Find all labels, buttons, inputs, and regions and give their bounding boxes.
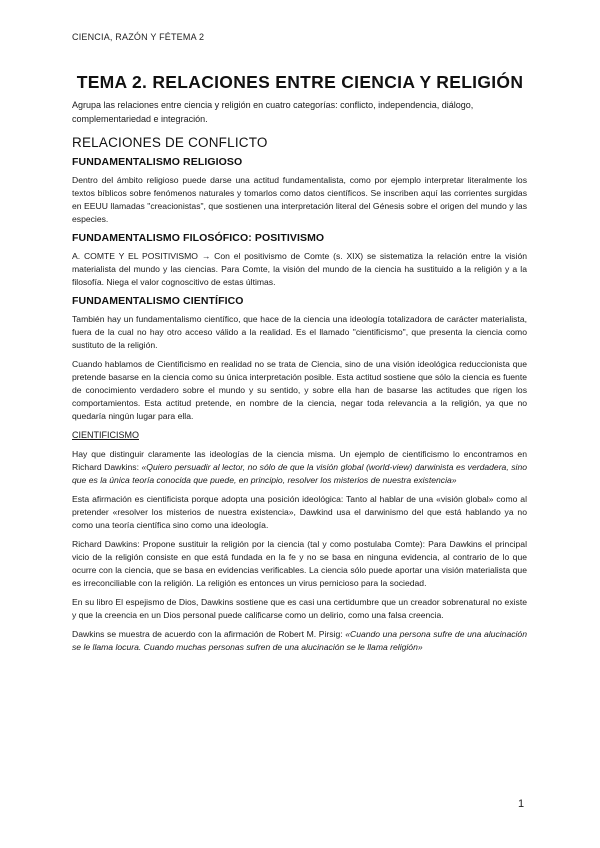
paragraph-dawkins-5 bbox=[72, 628, 527, 654]
paragraph-religious: Dentro del ámbito religioso puede darse una actitud fundamentalista, como por ejemplo interpretar literalmente los textos bíblicos sobre fenómenos naturales y tomarlos como datos científicos. Se inscriben aquí las corrientes surgidas en EEUU llamadas "creacionistas", que sostienen una interpretación literal del Génesis sobre el origen del mundo y las especies. bbox=[72, 175, 527, 224]
paragraph-dawkins-4: En su libro El espejismo de Dios, Dawkins sostiene que es casi una certidumbre que un creador sobrenatural no existe y que la creencia en un Dios personal puede calificarse como un delirio, como una falsa creencia. bbox=[72, 597, 527, 620]
dawkins-quote: «Quiero persuadir al lector, no sólo de que la visión global (world-view) darwinista es verdadera, sino que es la única teoría conocida que puede, en principio, resolver los misterios de nuestra existencia» bbox=[72, 462, 528, 485]
intro-paragraph: Agrupa las relaciones entre ciencia y religión en cuatro categorías: conflicto, independencia, diálogo, complementariedad e integración. bbox=[72, 100, 474, 124]
paragraph-dawkins-2: Esta afirmación es cientificista porque adopta una posición ideológica: Tanto al hablar de una «visión global» como al pretender «resolver los misterios de nuestra existencia», Dawkind usa el darwinismo del que está hablando ya no como una teoría científica sino como una ideología. bbox=[72, 494, 527, 530]
section-heading-conflict: RELACIONES DE CONFLICTO bbox=[72, 135, 268, 150]
subheading-scientific-fundamentalism: FUNDAMENTALISMO CIENTÍFICO bbox=[72, 295, 244, 307]
paragraph-dawkins-3: Richard Dawkins: Propone sustituir la religión por la ciencia (tal y como postulaba Comte): Para Dawkins el principal vicio de la religión consiste en que está fundada en la fe y no se basa en ninguna evidencia, al contrario de lo que ocurre con la ciencia, que se basa en evidencias verificables. La ciencia sólo puede aportar una visión materialista que es irreconciliable con la religión. La religión es entonces un virus pernicioso para la sociedad. bbox=[72, 539, 527, 588]
paragraph-dawkins-1 bbox=[72, 448, 527, 487]
pirsig-quote: «Cuando una persona sufre de una alucinación se le llama locura. Cuando muchas personas sufren de una alucinación se le llama religión» bbox=[72, 629, 527, 652]
paragraph-positivism: A. COMTE Y EL POSITIVISMO → Con el positivismo de Comte (s. XIX) se sistematiza la relación entre la visión materialista del mundo y las ciencias. Para Comte, la visión del mundo de la ciencia ha sustituido a la religión y a la filosofía. Niega el valor cognoscitivo de estas últimas. bbox=[72, 251, 527, 287]
subheading-philosophical-fundamentalism: FUNDAMENTALISMO FILOSÓFICO: POSITIVISMO bbox=[72, 232, 325, 244]
subheading-religious-fundamentalism: FUNDAMENTALISMO RELIGIOSO bbox=[72, 156, 243, 168]
running-header: CIENCIA, RAZÓN Y FÉTEMA 2 bbox=[72, 32, 205, 42]
underlined-heading-scientism: CIENTIFICISMO bbox=[72, 430, 139, 440]
dawkins-1-text: Hay que distinguir claramente las ideologías de la ciencia misma. Un ejemplo de cientificismo lo encontramos en Richard Dawkins: bbox=[72, 449, 527, 472]
dawkins-5-text: Dawkins se muestra de acuerdo con la afirmación de Robert M. Pirsig: bbox=[72, 629, 346, 639]
document-body bbox=[72, 99, 527, 660]
document-title: TEMA 2. RELACIONES ENTRE CIENCIA Y RELIGIÓN bbox=[76, 72, 524, 92]
paragraph-scientific-1: También hay un fundamentalismo científico, que hace de la ciencia una ideología totalizadora de carácter materialista, fuera de la cual no hay otro acceso válido a la realidad. Es el llamado "cientificismo", que presenta la ciencia como sustituto de la religión. bbox=[72, 314, 527, 350]
paragraph-scientific-2: Cuando hablamos de Cientificismo en realidad no se trata de Ciencia, sino de una visión ideológica reduccionista que pretende basarse en la ciencia como su única interpretación posible. Esta actitud sostiene que sólo la ciencia es fuente de conocimiento verdadero sobre el mundo y su sentido, y sobre ella han de basarse las actitudes que rigen los comportamientos. Esta actitud pretende, en nombre de la ciencia, negar toda relevancia a la religión, ya que no quedaría ningún lugar para ella. bbox=[72, 359, 527, 421]
page-number: 1 bbox=[518, 798, 525, 810]
